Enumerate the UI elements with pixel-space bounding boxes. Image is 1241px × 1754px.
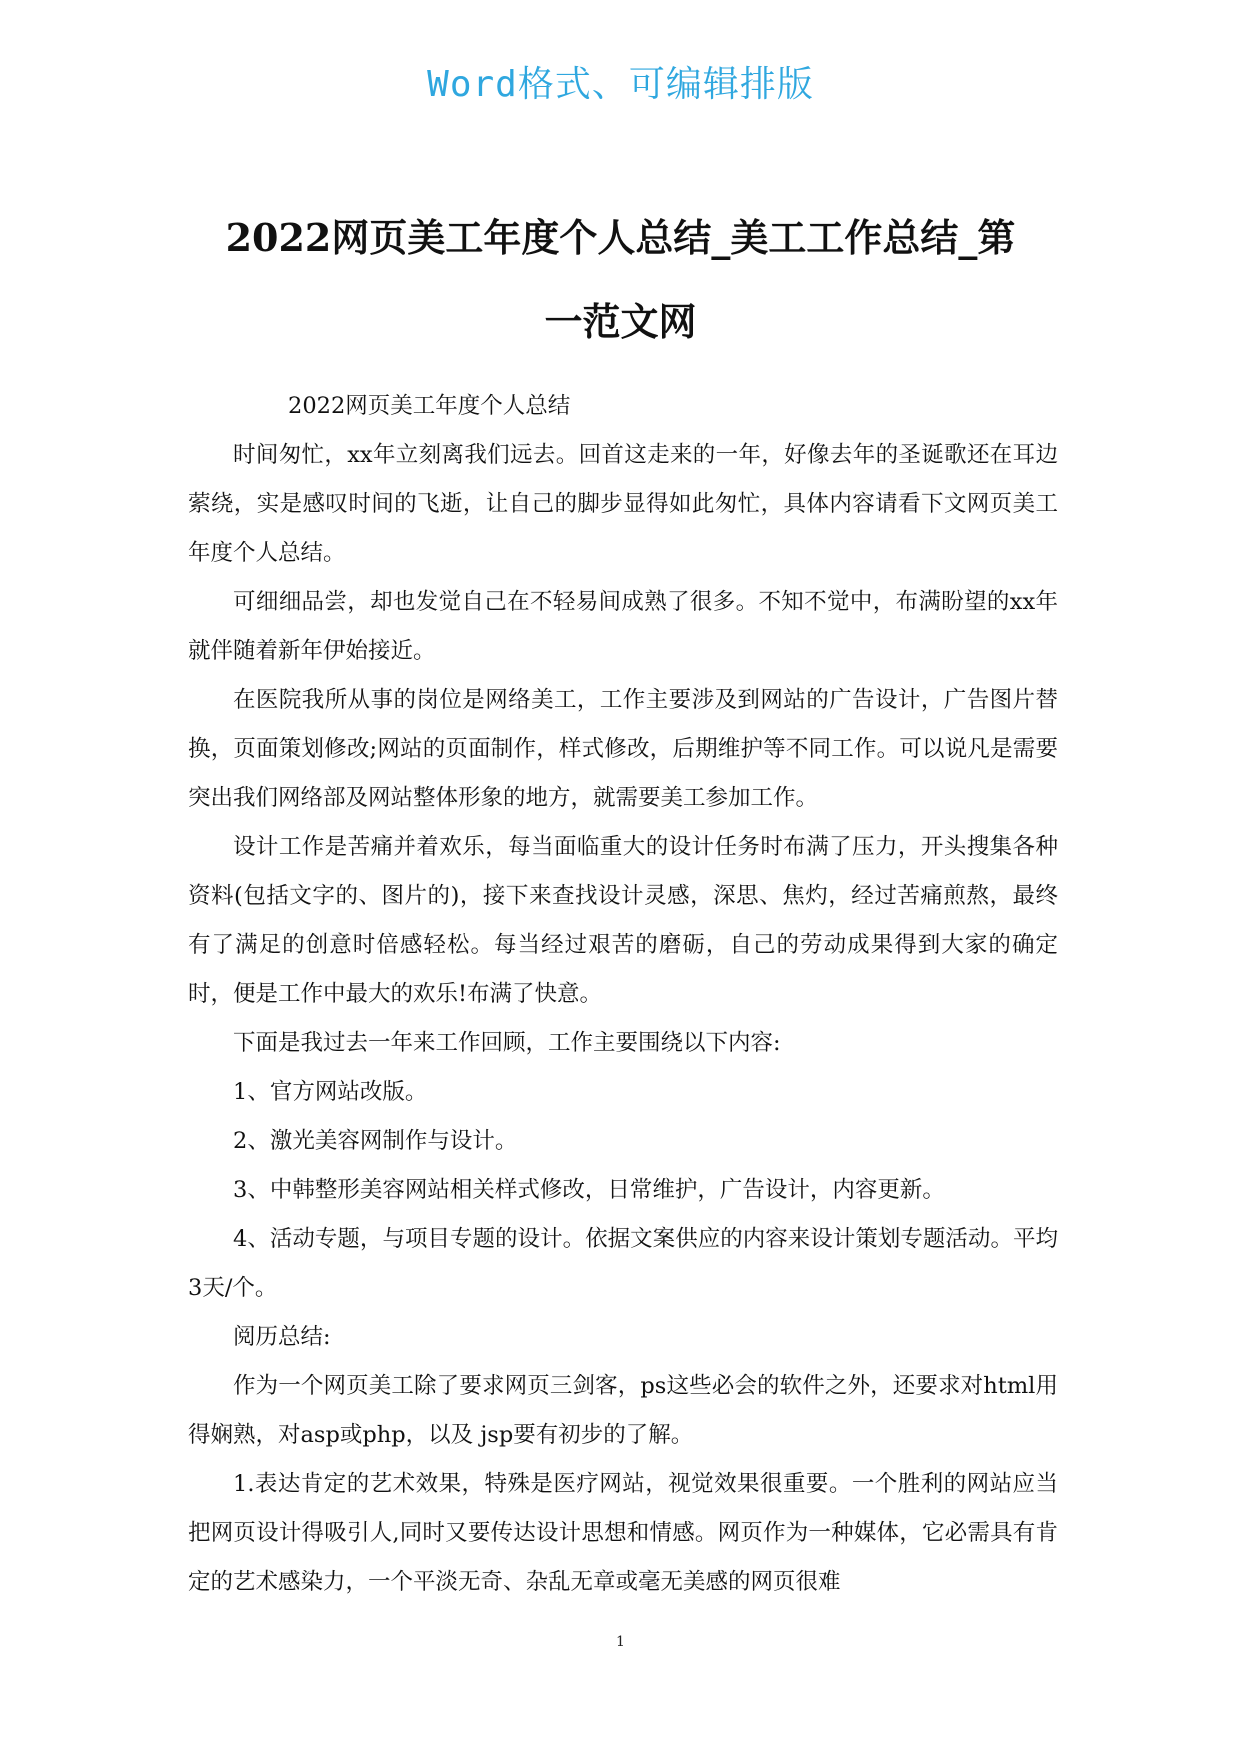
paragraph: 在医院我所从事的岗位是网络美工，工作主要涉及到网站的广告设计，广告图片替换，页面策划修改;网站的页面制作，样式修改，后期维护等不同工作。可以说凡是需要突出我们网络部及网站整体形象的地方，就需要美工参加工作。 <box>188 687 1058 811</box>
paragraph: 设计工作是苦痛并着欢乐，每当面临重大的设计任务时布满了压力，开头搜集各种资料(包括文字的、图片的)，接下来查找设计灵感，深思、焦灼，经过苦痛煎熬，最终有了满足的创意时倍感轻松。每当经过艰苦的磨砺，自己的劳动成果得到大家的确定时，便是工作中最大的欢乐!布满了快意。 <box>188 834 1058 1007</box>
list-item: 3、中韩整形美容网站相关样式修改，日常维护，广告设计，内容更新。 <box>233 1177 945 1203</box>
paragraph: 下面是我过去一年来工作回顾，工作主要围绕以下内容: <box>233 1030 781 1056</box>
document-body <box>188 382 1058 1607</box>
list-item: 4、活动专题，与项目专题的设计。依据文案供应的内容来设计策划专题活动。平均 3天/个。 <box>188 1226 1058 1301</box>
watermark-header: Word格式、可编辑排版 <box>427 64 814 105</box>
paragraph: 作为一个网页美工除了要求网页三剑客，ps这些必会的软件之外，还要求对html用得娴熟，对asp或php，以及 jsp要有初步的了解。 <box>188 1373 1058 1448</box>
title-line-2: 一范文网 <box>544 299 697 344</box>
paragraph: 可细细品尝，却也发觉自己在不轻易间成熟了很多。不知不觉中，布满盼望的xx年就伴随着新年伊始接近。 <box>188 589 1058 664</box>
paragraph: 时间匆忙，xx年立刻离我们远去。回首这走来的一年，好像去年的圣诞歌还在耳边萦绕，实是感叹时间的飞逝，让自己的脚步显得如此匆忙，具体内容请看下文网页美工年度个人总结。 <box>188 442 1058 566</box>
document-title <box>150 196 1091 364</box>
subtitle: 2022网页美工年度个人总结 <box>288 393 571 419</box>
paragraph: 1.表达肯定的艺术效果，特殊是医疗网站，视觉效果很重要。一个胜利的网站应当把网页设计得吸引人,同时又要传达设计思想和情感。网页作为一种媒体，它必需具有肯定的艺术感染力，一个平淡无奇、杂乱无章或毫无美感的网页很难 <box>188 1471 1058 1595</box>
list-item: 2、激光美容网制作与设计。 <box>233 1128 518 1154</box>
section-heading: 阅历总结: <box>233 1324 331 1350</box>
page-number: 1 <box>616 1634 625 1650</box>
list-item: 1、官方网站改版。 <box>233 1079 428 1105</box>
title-line-1: 2022网页美工年度个人总结_美工工作总结_第 <box>225 215 1016 260</box>
